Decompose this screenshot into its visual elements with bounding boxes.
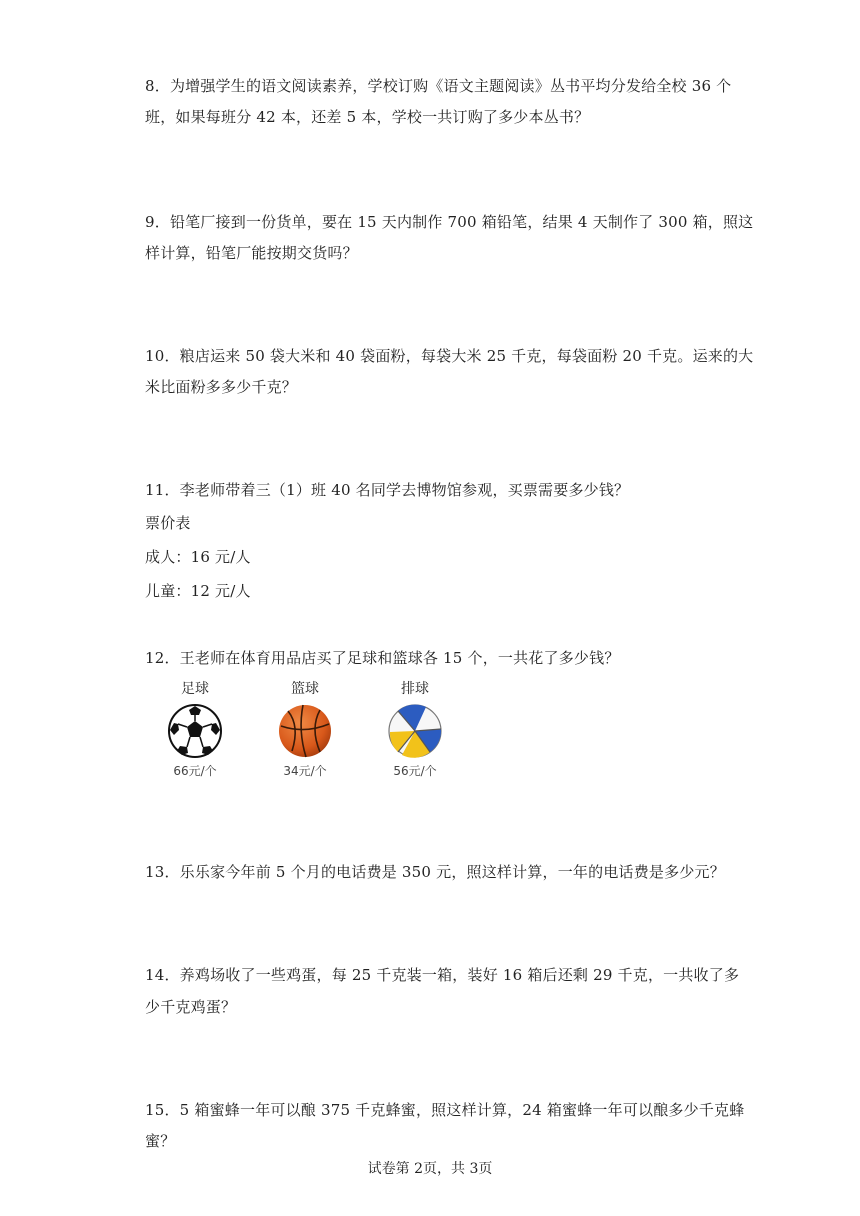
ball-name: 足球 (181, 681, 209, 697)
q14-line1: 14．养鸡场收了一些鸡蛋，每 25 千克装一箱，装好 16 箱后还剩 29 千克，一共收了多 (145, 966, 740, 984)
page-footer: 试卷第 2页，共 3页 (367, 1161, 493, 1177)
adult-price: 成人：16 元/人 (145, 548, 251, 566)
basketball-icon (276, 702, 334, 760)
price-table-title: 票价表 (145, 514, 191, 532)
soccer-ball-item (150, 680, 240, 779)
q11-line1: 11．李老师带着三（1）班 40 名同学去博物馆参观，买票需要多少钱？ (145, 481, 630, 499)
q10-line1: 10．粮店运来 50 袋大米和 40 袋面粉，每袋大米 25 千克，每袋面粉 20 千克。运来的大 (145, 347, 754, 365)
child-price: 儿童：12 元/人 (145, 582, 251, 600)
ball-price-figure (150, 680, 480, 790)
volleyball-item (370, 680, 460, 779)
ball-price: 34元/个 (283, 764, 327, 778)
q12-line1: 12．王老师在体育用品店买了足球和篮球各 15 个，一共花了多少钱？ (145, 649, 620, 667)
ball-name: 排球 (401, 681, 429, 697)
q8-line2: 班，如果每班分 42 本，还差 5 本，学校一共订购了多少本丛书？ (145, 108, 590, 126)
ball-price: 56元/个 (393, 764, 437, 778)
q8-line1: 8．为增强学生的语文阅读素养，学校订购《语文主题阅读》丛书平均分发给全校 36 个 (145, 77, 732, 95)
basketball-item (260, 680, 350, 779)
q9-line2: 样计算，铅笔厂能按期交货吗？ (145, 244, 358, 262)
q9-line1: 9．铅笔厂接到一份货单，要在 15 天内制作 700 箱铅笔，结果 4 天制作了 300 箱，照这 (145, 213, 754, 231)
q15-line2: 蜜？ (145, 1132, 176, 1150)
ball-price: 66元/个 (173, 764, 217, 778)
q14-line2: 少千克鸡蛋？ (145, 998, 237, 1016)
soccer-ball-icon (166, 702, 224, 760)
q15-line1: 15．5 箱蜜蜂一年可以酿 375 千克蜂蜜，照这样计算，24 箱蜜蜂一年可以酿多少千克蜂 (145, 1101, 745, 1119)
ball-name: 篮球 (291, 681, 319, 697)
volleyball-icon (386, 702, 444, 760)
q10-line2: 米比面粉多多少千克？ (145, 378, 298, 396)
q13-line1: 13．乐乐家今年前 5 个月的电话费是 350 元，照这样计算，一年的电话费是多少元？ (145, 863, 725, 881)
